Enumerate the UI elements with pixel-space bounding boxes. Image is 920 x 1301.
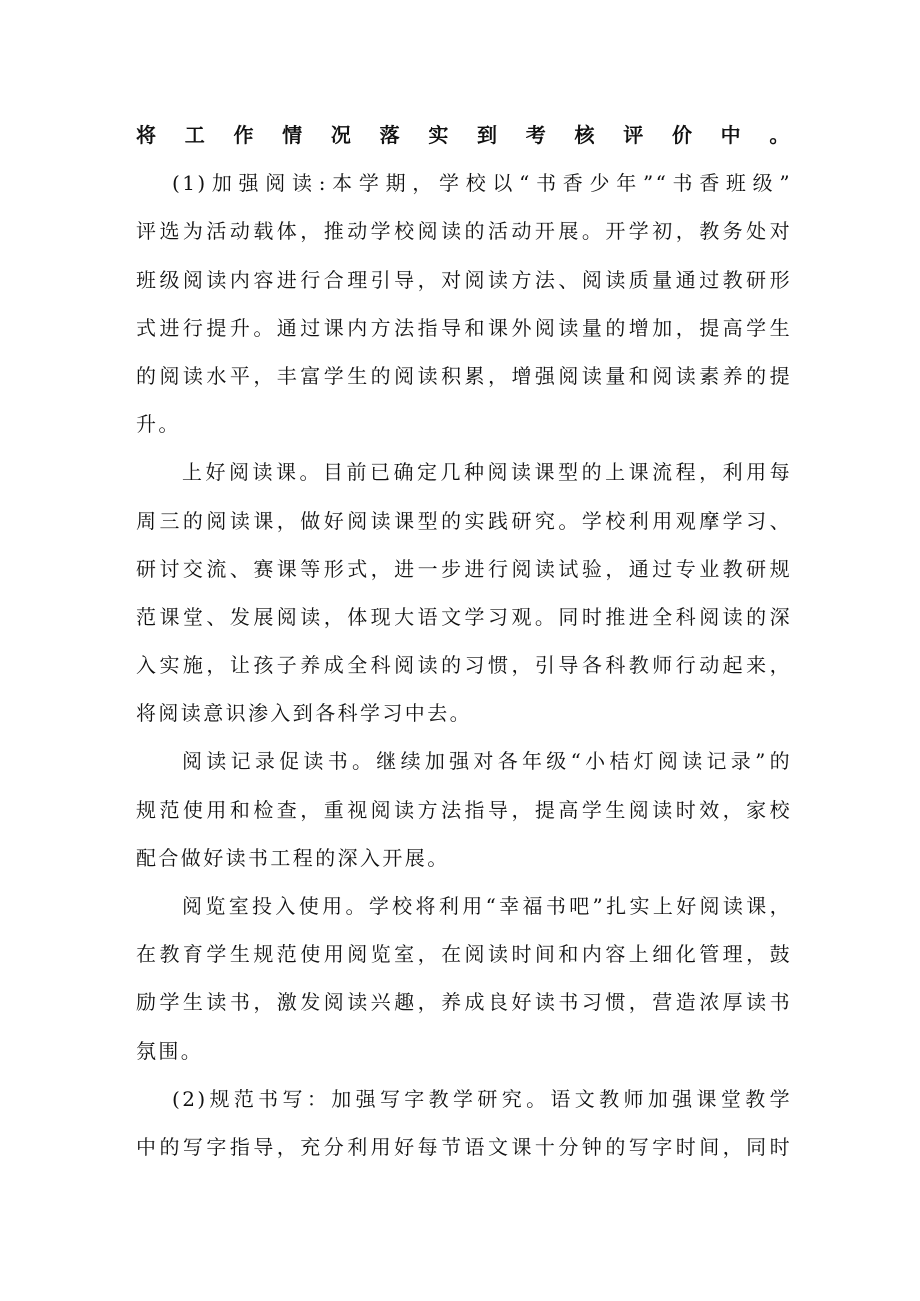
paragraph-line: (1)加强阅读:本学期，学校以“书香少年”“书香班级” <box>172 171 792 196</box>
paragraph-line: 班级阅读内容进行合理引导，对阅读方法、阅读质量通过教研形 <box>136 267 792 292</box>
paragraph-reading-class <box>136 448 792 737</box>
paragraph-line: 将阅读意识渗入到各科学习中去。 <box>136 701 472 726</box>
paragraph-line: 研讨交流、赛课等形式，进一步进行阅读试验，通过专业教研规 <box>136 556 792 581</box>
document-page <box>136 111 792 1171</box>
paragraph-line: 规范使用和检查，重视阅读方法指导，提高学生阅读时效，家校 <box>136 797 792 822</box>
paragraph-reading-room <box>136 882 792 1075</box>
paragraph-line: 升。 <box>136 412 181 437</box>
paragraph-line: (2)规范书写：加强写字教学研究。语文教师加强课堂教学 <box>172 1086 792 1111</box>
paragraph-line: 励学生读书，激发阅读兴趣，养成良好读书习惯，营造浓厚读书 <box>136 990 792 1015</box>
lead-line: 将工作情况落实到考核评价中。 <box>136 123 792 147</box>
paragraph-writing <box>136 1075 792 1171</box>
paragraph-line: 氛围。 <box>136 1038 204 1063</box>
paragraph-line: 评选为活动载体，推动学校阅读的活动开展。开学初，教务处对 <box>136 219 792 244</box>
paragraph-line: 范课堂、发展阅读，体现大语文学习观。同时推进全科阅读的深 <box>136 604 792 629</box>
paragraph-line: 入实施，让孩子养成全科阅读的习惯，引导各科教师行动起来， <box>136 653 792 678</box>
paragraph-line: 中的写字指导，充分利用好每节语文课十分钟的写字时间，同时 <box>136 1134 792 1159</box>
paragraph-line: 式进行提升。通过课内方法指导和课外阅读量的增加，提高学生 <box>136 315 792 340</box>
paragraph-line: 阅览室投入使用。学校将利用“幸福书吧”扎实上好阅读课， <box>182 894 792 918</box>
paragraph-line: 周三的阅读课，做好阅读课型的实践研究。学校利用观摩学习、 <box>136 508 792 533</box>
paragraph-reading-record <box>136 737 792 882</box>
paragraph-line: 的阅读水平，丰富学生的阅读积累，增强阅读量和阅读素养的提 <box>136 363 792 388</box>
paragraph-line: 在教育学生规范使用阅览室，在阅读时间和内容上细化管理，鼓 <box>136 942 792 967</box>
paragraph-line: 配合做好读书工程的深入开展。 <box>136 845 450 870</box>
paragraph-line: 阅读记录促读书。继续加强对各年级“小桔灯阅读记录”的 <box>182 749 792 774</box>
paragraph-reading <box>136 159 792 448</box>
paragraph-line: 上好阅读课。目前已确定几种阅读课型的上课流程，利用每 <box>182 460 792 485</box>
